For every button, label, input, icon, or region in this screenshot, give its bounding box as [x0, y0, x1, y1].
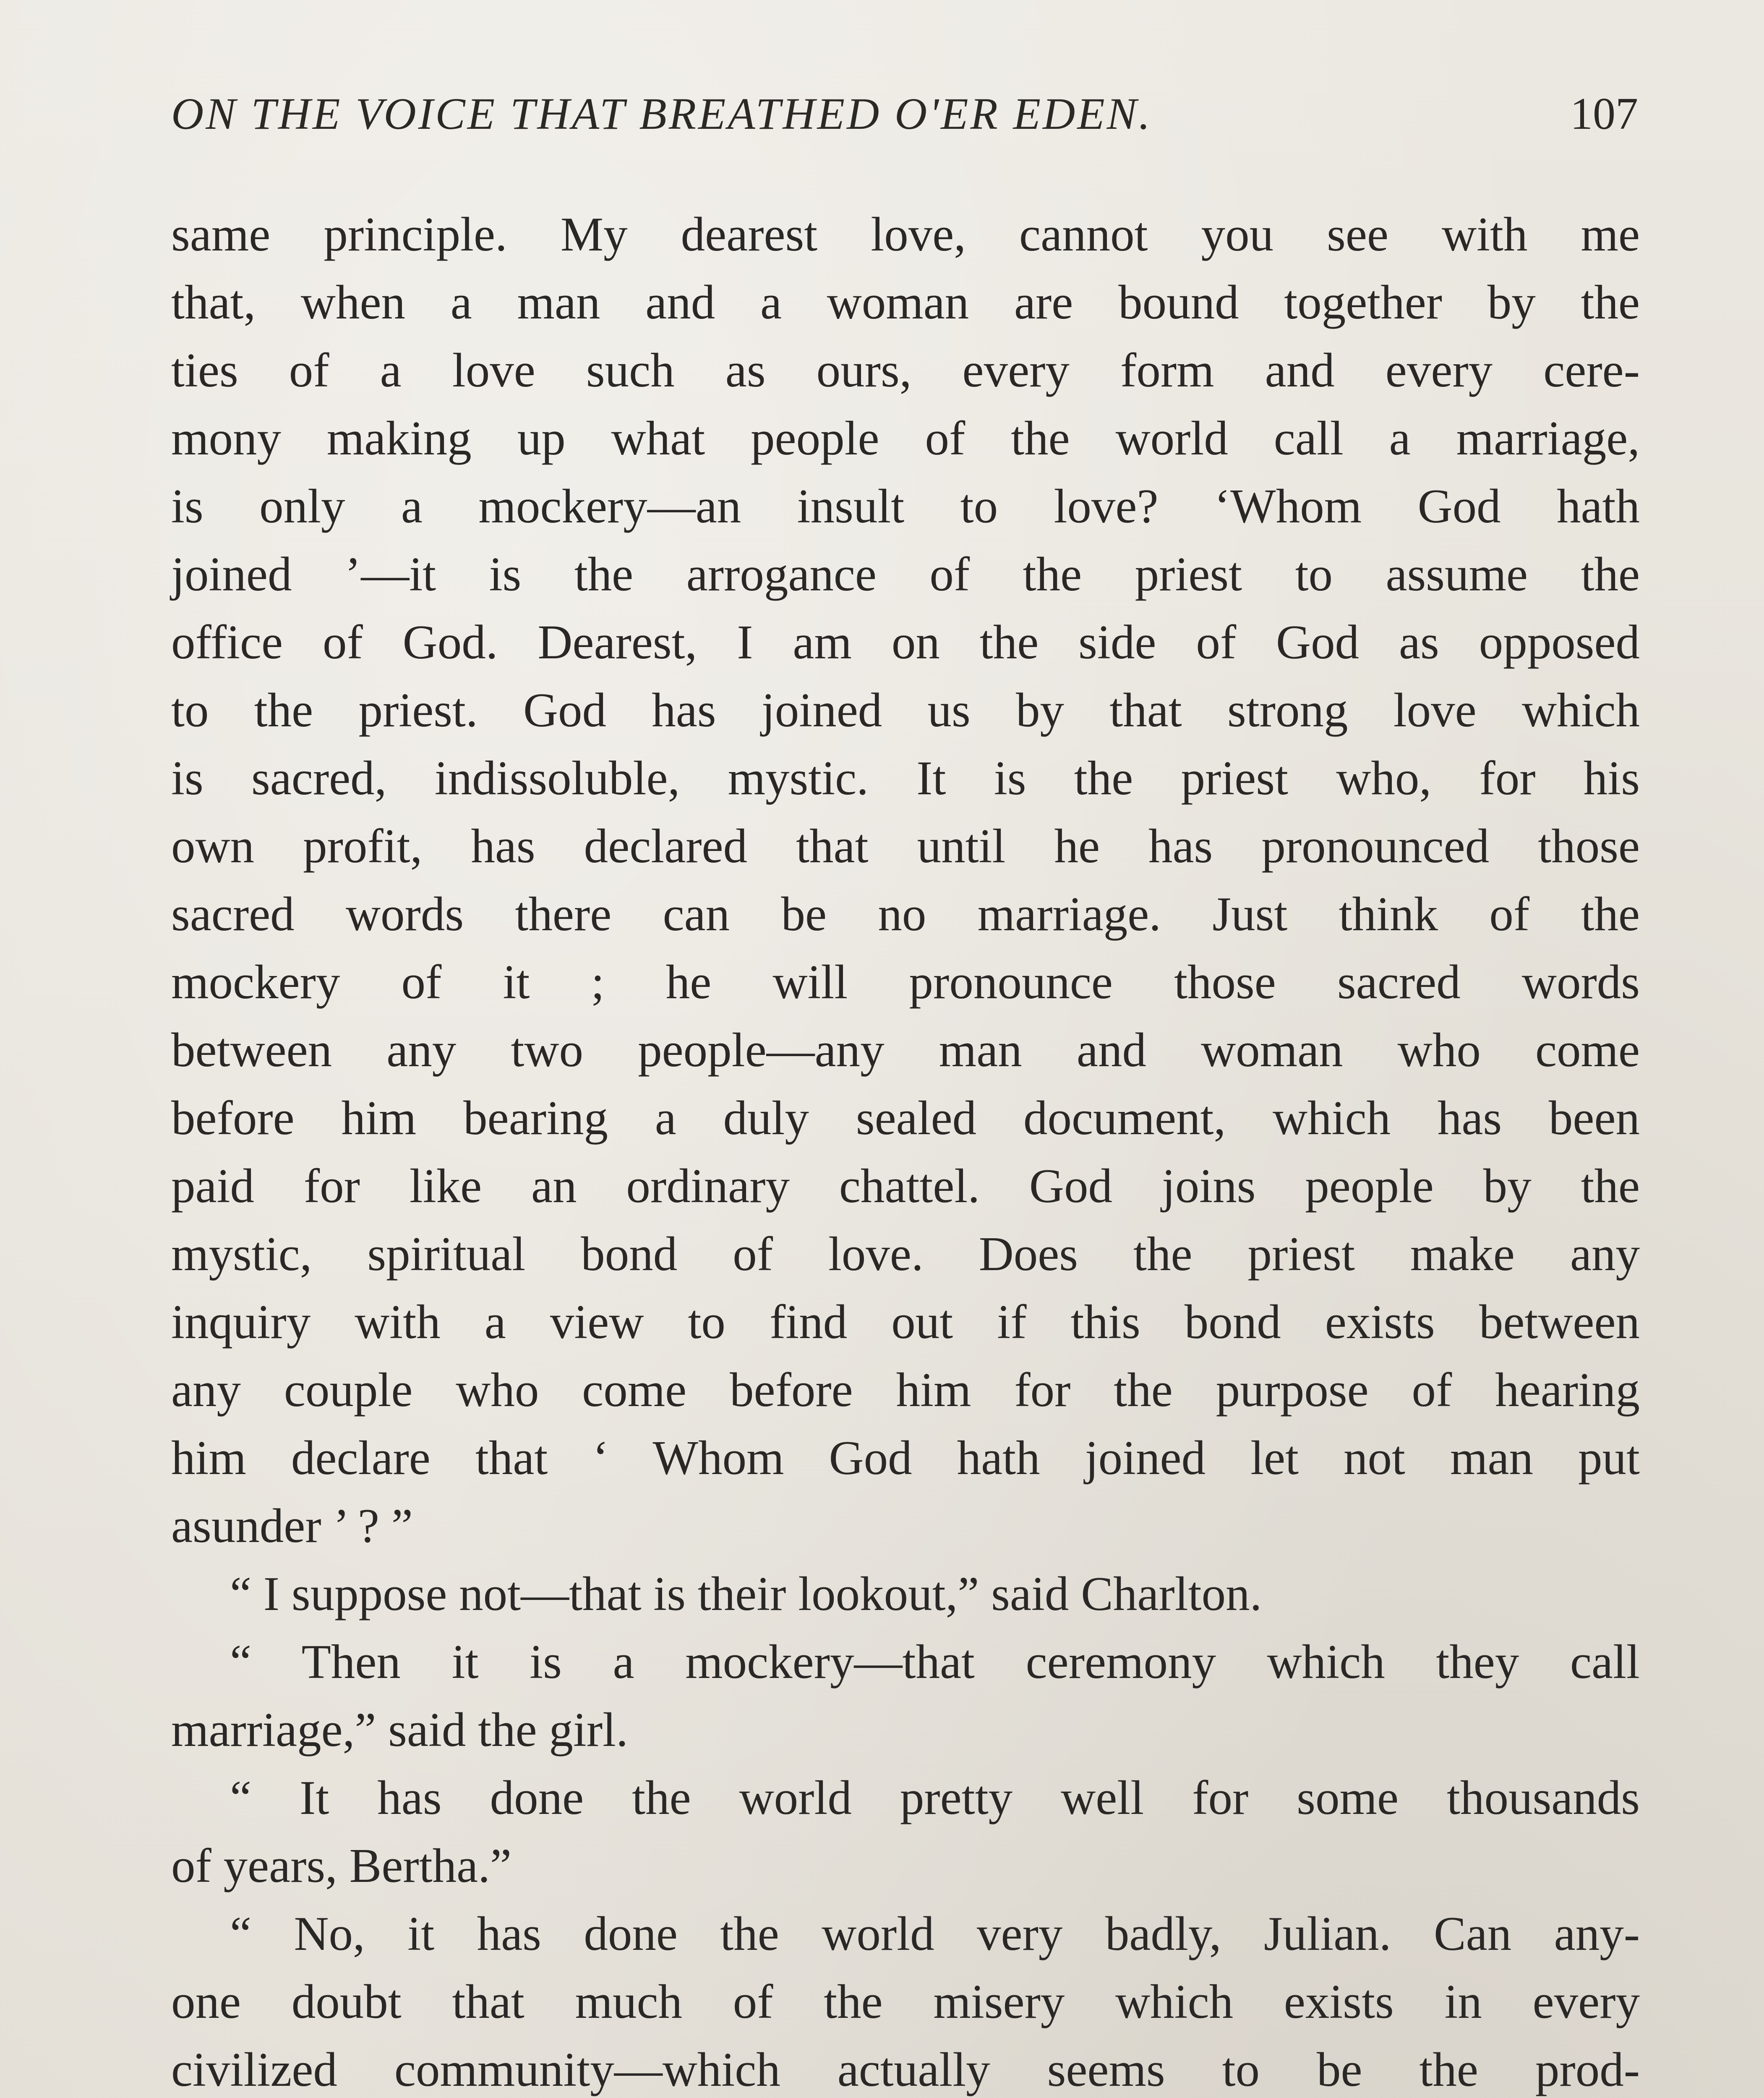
text-line: him declare that ‘ Whom God hath joined let not man put	[171, 1431, 1640, 1485]
text-line: before him bearing a duly sealed document, which has been	[171, 1091, 1640, 1145]
text-line: office of God. Dearest, I am on the side of God as opposed	[171, 616, 1640, 669]
text-line: marriage,” said the girl.	[171, 1703, 628, 1756]
text-line: sacred words there can be no marriage. Just think of the	[171, 887, 1640, 941]
text-line: mystic, spiritual bond of love. Does the priest make any	[171, 1227, 1640, 1281]
text-line: of years, Bertha.”	[171, 1839, 512, 1892]
body-text	[171, 201, 1640, 2098]
text-line: is only a mockery—an insult to love? ‘Whom God hath	[171, 480, 1640, 533]
running-head: ON THE VOICE THAT BREATHED O'ER EDEN.	[171, 89, 1152, 139]
text-line: “ It has done the world pretty well for some thousands	[230, 1771, 1640, 1824]
page-header	[171, 88, 1638, 159]
text-line: “ No, it has done the world very badly, Julian. Can any-	[230, 1907, 1640, 1960]
text-line: ties of a love such as ours, every form and every cere-	[171, 344, 1640, 397]
page-number: 107	[1570, 89, 1638, 139]
text-line: “ Then it is a mockery—that ceremony which they call	[230, 1635, 1640, 1688]
text-line: that, when a man and a woman are bound together by the	[171, 276, 1640, 329]
text-line: “ I suppose not—that is their lookout,” said Charlton.	[230, 1567, 1262, 1620]
text-line: same principle. My dearest love, cannot you see with me	[171, 208, 1640, 261]
text-line: inquiry with a view to find out if this bond exists between	[171, 1295, 1640, 1349]
text-line: paid for like an ordinary chattel. God joins people by the	[171, 1159, 1640, 1213]
text-line: asunder ’ ? ”	[171, 1499, 413, 1553]
text-line: joined ’—it is the arrogance of the priest to assume the	[171, 548, 1640, 601]
text-line: civilized community—which actually seems to be the prod-	[171, 2043, 1640, 2096]
text-line: is sacred, indissoluble, mystic. It is the priest who, for his	[171, 752, 1640, 805]
text-line: mockery of it ; he will pronounce those sacred words	[171, 955, 1640, 1009]
text-line: one doubt that much of the misery which exists in every	[171, 1975, 1640, 2028]
text-line: between any two people—any man and woman who come	[171, 1023, 1640, 1077]
text-line: mony making up what people of the world call a marriage,	[171, 412, 1640, 465]
text-line: any couple who come before him for the purpose of hearing	[171, 1363, 1640, 1417]
text-line: own profit, has declared that until he has pronounced those	[171, 819, 1640, 873]
text-line: to the priest. God has joined us by that strong love which	[171, 684, 1640, 737]
